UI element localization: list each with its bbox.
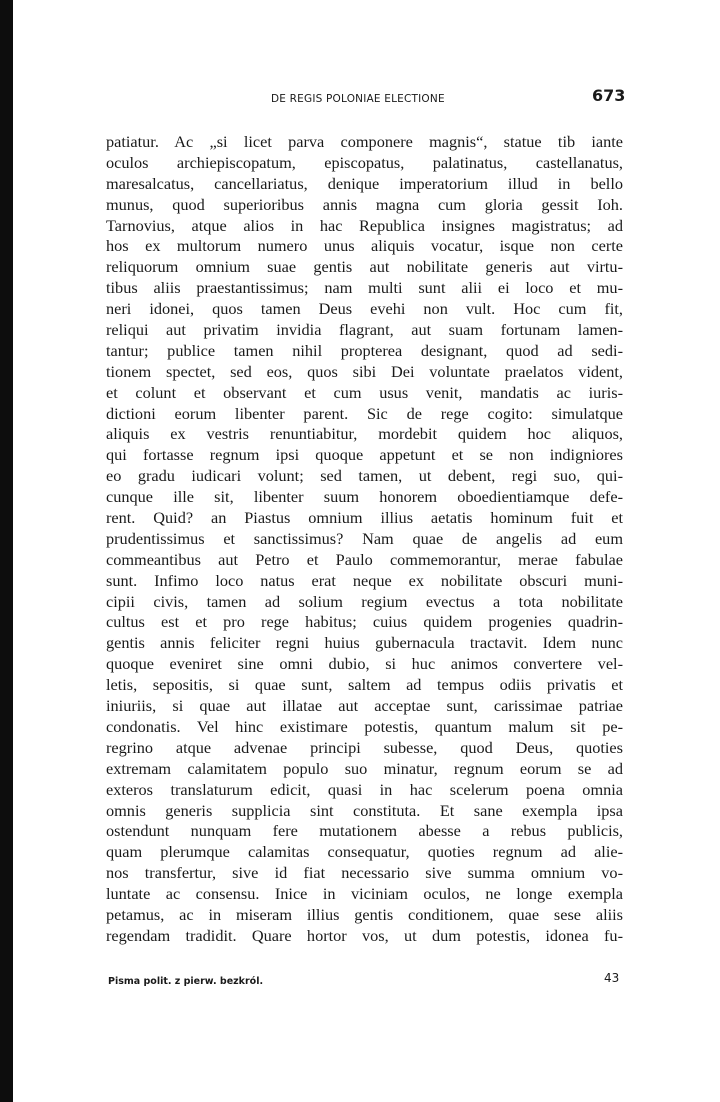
text-line: neri idonei, quos tamen Deus evehi non vult. Hoc cum fit, (106, 299, 623, 319)
running-title: DE REGIS POLONIAE ELECTIONE (271, 93, 445, 105)
text-line: regendam tradidit. Quare hortor vos, ut dum potestis, idonea fu- (106, 925, 623, 945)
text-line: patiatur. Ac „si licet parva componere magnis“, statue tib iante (106, 132, 623, 151)
text-line: dictioni eorum libenter parent. Sic de rege cogito: simulatque (106, 403, 623, 423)
text-line: gentis annis feliciter regni huius gubernacula tractavit. Idem nunc (106, 633, 623, 653)
text-line: exteros translaturum edicit, quasi in hac scelerum poena omnia (106, 779, 623, 799)
text-line: condonatis. Vel hinc existimare potestis, quantum malum sit pe- (106, 716, 623, 736)
text-line: tibus aliis praestantissimus; nam multi sunt alii ei loco et mu- (106, 278, 623, 298)
text-line: munus, quod superioribus annis magna cum gloria gessit Ioh. (106, 194, 623, 214)
text-line: prudentissimus et sanctissimus? Nam quae de angelis ad eum (106, 528, 623, 548)
text-line: cunque ille sit, libenter suum honorem oboedientiamque defe- (106, 487, 623, 507)
text-line: tantur; publice tamen nihil propterea designant, quod ad sedi- (106, 340, 623, 360)
text-line: commeantibus aut Petro et Paulo commemorantur, merae fabulae (106, 549, 623, 569)
text-line: tionem spectet, sed eos, quos sibi Dei voluntate praelatos vident, (106, 361, 623, 381)
text-line: iniuriis, si quae aut illatae aut acceptae sunt, carissimae patriae (106, 696, 623, 716)
text-line: extremam calamitatem populo suo minatur, regnum eorum se ad (106, 758, 623, 778)
text-line: et colunt et observant et cum usus venit, mandatis ac iuris- (106, 382, 623, 402)
text-line: reliqui aut privatim invidia flagrant, aut suam fortunam lamen- (106, 320, 623, 340)
signature-number: 43 (604, 971, 620, 985)
text-line: petamus, ac in miseram illius gentis conditionem, quae sese aliis (106, 904, 623, 924)
text-line: oculos archiepiscopatum, episcopatus, palatinatus, castellanatus, (106, 152, 623, 172)
text-line: rent. Quid? an Piastus omnium illius aetatis hominum fuit et (106, 508, 623, 528)
printer-signature: Pisma polit. z pierw. bezkról. (108, 976, 264, 987)
text-line: cultus est et pro rege habitus; cuius quidem progenies quadrin- (106, 612, 623, 632)
text-line: letis, sepositis, si quae sunt, saltem ad tempus odiis privatis et (106, 675, 623, 695)
text-line: hos ex multorum numero unus aliquis vocatur, isque non certe (106, 236, 623, 256)
text-line: quoque eveniret sine omni dubio, si huc animos convertere vel- (106, 654, 623, 674)
text-line: aliquis ex vestris renuntiabitur, mordebit quidem hoc aliquos, (106, 424, 623, 444)
text-line: cipii civis, tamen ad solium regium evectus a tota nobilitate (106, 591, 623, 611)
text-line: sunt. Infimo loco natus erat neque ex nobilitate obscuri muni- (106, 570, 623, 590)
text-line: quam plerumque calamitas consequatur, quoties regnum ad alie- (106, 842, 623, 862)
text-line: luntate ac consensu. Inice in viciniam oculos, ne longe exempla (106, 884, 623, 904)
text-line: regrino atque advenae principi subesse, quod Deus, quoties (106, 737, 623, 757)
text-line: nos transfertur, sive id fiat necessario sive summa omnium vo- (106, 863, 623, 883)
text-line: eo gradu iudicari volunt; sed tamen, ut debent, regi suo, qui- (106, 466, 623, 486)
text-line: Tarnovius, atque alios in hac Republica insignes magistratus; ad (106, 215, 623, 235)
text-line: qui fortasse regnum ipsi quoque appetunt et se non indigniores (106, 445, 623, 465)
body-text (106, 132, 623, 947)
text-line: maresalcatus, cancellariatus, denique imperatorium illud in bello (106, 173, 623, 193)
text-line: ostendunt nunquam fere mutationem abesse a rebus publicis, (106, 821, 623, 841)
text-line: reliquorum omnium suae gentis aut nobilitate generis aut virtu- (106, 257, 623, 277)
text-line: omnis generis supplicia sint constituta. Et sane exempla ipsa (106, 800, 623, 820)
page-number: 673 (592, 86, 626, 105)
